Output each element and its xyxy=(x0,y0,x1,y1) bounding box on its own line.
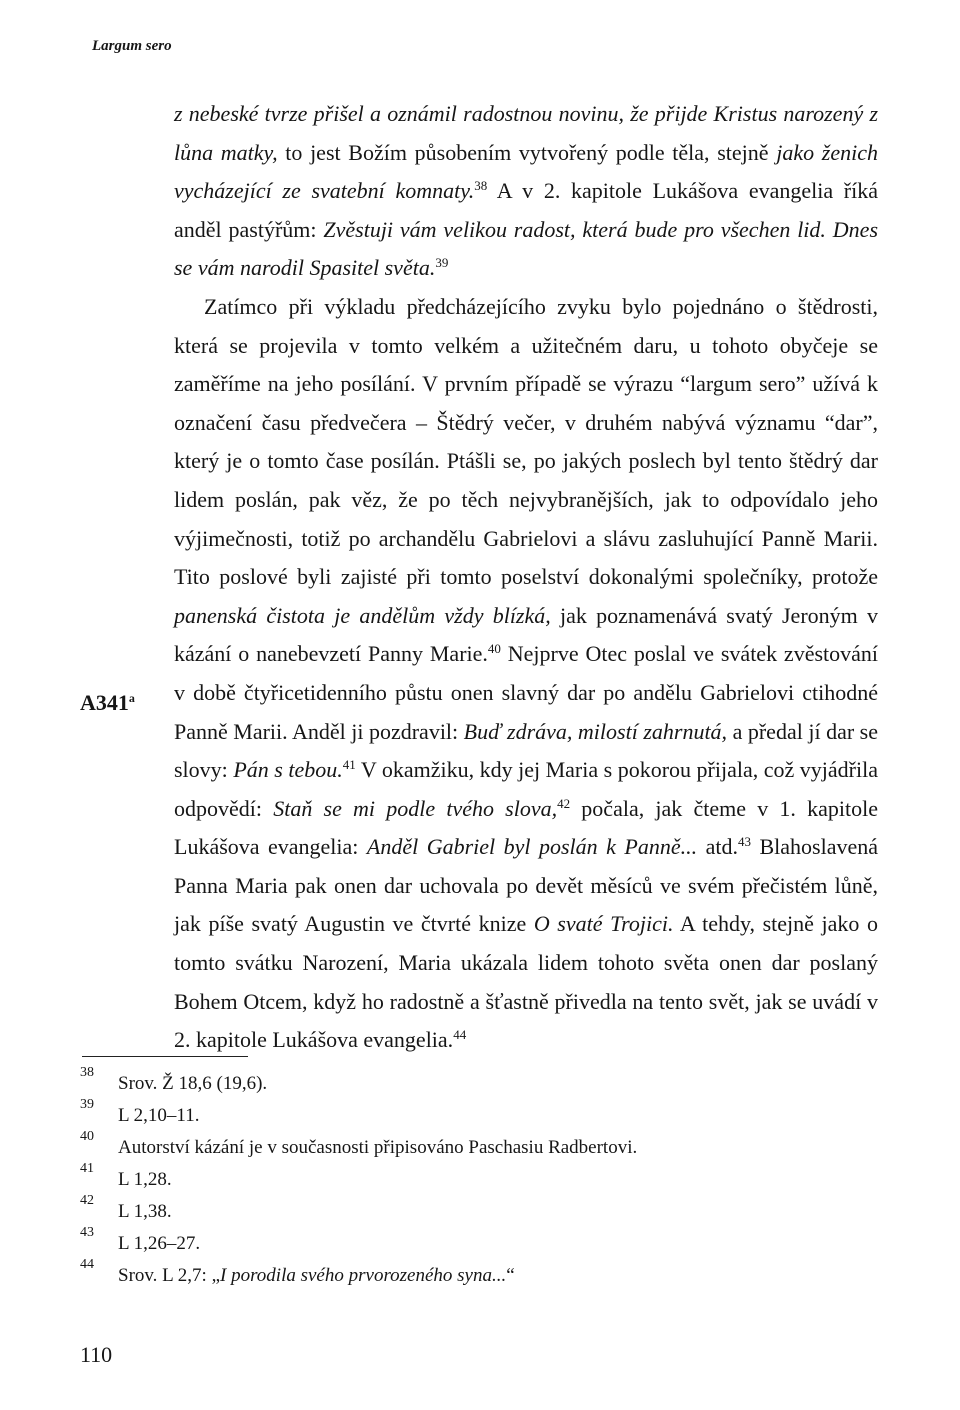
footnote-number: 39 xyxy=(80,1097,94,1112)
margin-reference xyxy=(80,684,135,723)
margin-reference-label: A341 xyxy=(80,690,129,715)
text-run: a předal jí dar se slovy: xyxy=(174,718,878,783)
footnote xyxy=(80,1130,880,1162)
footnote xyxy=(80,1194,880,1226)
text-run: A v 2. kapitole Lukášova evangelia říká anděl pastýřům: xyxy=(174,178,879,242)
footnote-ref: 39 xyxy=(435,255,449,271)
italic-text: O svaté Trojici. xyxy=(533,911,674,937)
text-run: L 2,10–11. xyxy=(118,1105,200,1126)
footnote-number: 42 xyxy=(80,1193,94,1208)
italic-text: Buď zdráva, milostí zahrnutá, xyxy=(463,718,728,744)
italic-text: Pán s tebou. xyxy=(233,757,343,783)
italic-text: panenská čistota je andělům vždy blízká, xyxy=(174,602,551,628)
text-run: Srov. Ž 18,6 (19,6). xyxy=(118,1073,268,1094)
footnote-text xyxy=(118,1135,637,1161)
text-run: to jest Božím působením vytvořený podle těla, stejně xyxy=(277,139,777,165)
footnote-rule xyxy=(82,1056,248,1057)
footnote-number: 40 xyxy=(80,1129,94,1144)
footnote-text xyxy=(118,1263,515,1289)
italic-text: z nebeské tvrze přišel a oznámil radostnou novinu, že přijde Kristus narozený z lůna matky, xyxy=(174,101,878,165)
page-number: 110 xyxy=(80,1342,113,1367)
italic-text: I porodila svého prvorozeného syna... xyxy=(220,1265,507,1286)
footnote-ref: 40 xyxy=(487,641,501,657)
footnote-ref: 42 xyxy=(557,795,571,811)
text-run: jak poznamenává svatý Jeroným v kázání o nanebevzetí Panny Marie. xyxy=(174,602,879,667)
paragraph xyxy=(174,288,878,1060)
footnote-text xyxy=(118,1071,267,1097)
footnote-ref: 41 xyxy=(342,757,356,773)
text-run: Zatímco při výkladu předcházejícího zvyku bylo pojednáno o štědrosti, která se projevila v tomto velkém a užitečném daru, u tohoto obyčeje se zaměříme na jeho posílání. V prvním případě se výrazu “largum sero” užívá k označení času předvečera – Štědrý večer, v druhém nabývá významu “dar”, který je o tomto čase posílán. Ptášli se, po jakých poslech byl tento štědrý dar lidem poslán, pak věz, že po těch nejvybranějších, jak to odpovídalo jeho výjimečnosti, totiž po archandělu Gabrielovi a slávu zasluhující Panně Marii. Tito poslové byli zajisté při tomto poselství dokonalými společníky, protože xyxy=(174,293,878,590)
running-head: Largum sero xyxy=(92,38,172,54)
text-run: Srov. L 2,7: „ xyxy=(118,1265,221,1286)
italic-text: jako ženich vycházející ze svatební komnaty. xyxy=(174,139,878,204)
text-run: L 1,26–27. xyxy=(118,1233,201,1254)
footnote xyxy=(80,1162,880,1194)
paragraph xyxy=(174,95,878,288)
text-run: L 1,38. xyxy=(118,1201,172,1222)
text-run: V okamžiku, kdy jej Maria s pokorou přijala, což vyjádřila odpovědí: xyxy=(174,757,878,821)
footnote-text xyxy=(118,1167,172,1193)
italic-text: Anděl Gabriel byl poslán k Panně... xyxy=(366,834,698,860)
text-run: atd. xyxy=(697,834,738,860)
footnote-ref: 38 xyxy=(474,178,488,194)
text-run: Nejprve Otec poslal ve svátek zvěstování v době čtyřicetidenního půstu onen slavný dar po andělu Gabrielovi ctihodné Panně Marii. Anděl ji pozdravil: xyxy=(174,641,879,744)
footnote-number: 44 xyxy=(80,1257,94,1272)
footnote xyxy=(80,1066,880,1098)
footnote-ref: 44 xyxy=(453,1027,467,1043)
footnote-number: 43 xyxy=(80,1225,94,1240)
footnotes xyxy=(80,1066,880,1290)
text-run: L 1,28. xyxy=(118,1169,172,1190)
text-run: Autorství kázání je v současnosti připisováno Paschasiu Radbertovi. xyxy=(118,1137,638,1158)
margin-reference-sup: a xyxy=(128,691,135,705)
footnote-number: 41 xyxy=(80,1161,94,1176)
italic-text: Staň se mi podle tvého slova, xyxy=(273,795,558,821)
text-run: počala, jak čteme v 1. kapitole Lukášova evangelia: xyxy=(174,795,878,860)
footnote xyxy=(80,1098,880,1130)
body-text xyxy=(174,95,878,1060)
footnote-text xyxy=(118,1231,200,1257)
footnote-number: 38 xyxy=(80,1065,94,1080)
text-run: Blahoslavená Panna Maria pak onen dar uchovala po devět měsíců ve svém přečistém lůně, jak píše svatý Augustin ve čtvrté knize xyxy=(174,834,878,937)
footnote-ref: 43 xyxy=(737,834,751,850)
footnote-text xyxy=(118,1103,199,1129)
text-run: A tehdy, stejně jako o tomto svátku Narození, Maria ukázala lidem tohoto světa onen dar poslaný Bohem Otcem, když ho radostně a šťastně přivedla na tento svět, jak se uvádí v 2. kapitole Lukášova evangelia. xyxy=(174,911,878,1053)
italic-text: Zvěstuji vám velikou radost, která bude pro všechen lid. Dnes se vám narodil Spasitel světa. xyxy=(174,216,879,281)
text-run: “ xyxy=(506,1265,515,1286)
footnote xyxy=(80,1226,880,1258)
footnote-text xyxy=(118,1199,172,1225)
footnote xyxy=(80,1258,880,1290)
